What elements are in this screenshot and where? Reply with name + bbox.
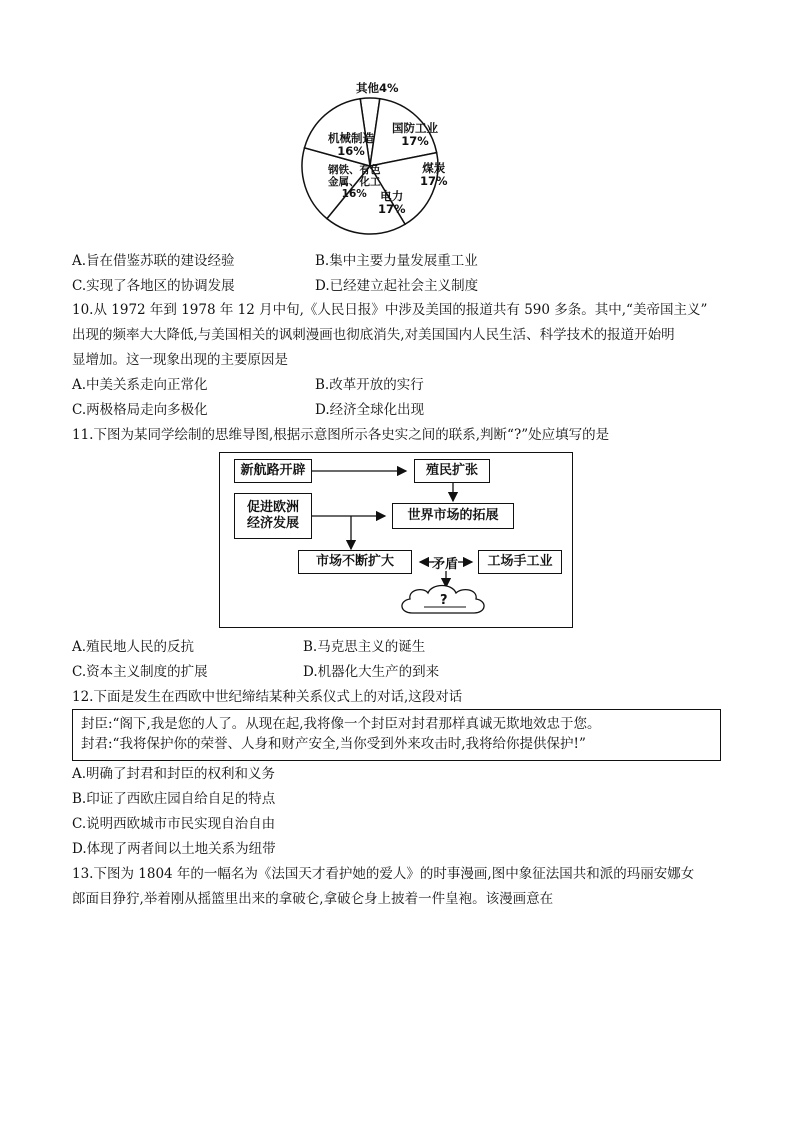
q11-option-c[interactable]: C.资本主义制度的扩展 <box>72 664 208 680</box>
pie-label-power-name: 电力 <box>380 189 404 203</box>
box-new-route: 新航路开辟 <box>234 459 312 483</box>
q10-option-a[interactable]: A.中美关系走向正常化 <box>72 377 208 393</box>
pie-label-defense <box>392 122 438 148</box>
box-world-market: 世界市场的拓展 <box>392 503 514 529</box>
q12-dialog-vassal: 封臣:“阁下,我是您的人了。从现在起,我将像一个封臣对封君那样真诚无欺地效忠于您。 <box>81 716 601 732</box>
pie-label-coal <box>420 162 448 188</box>
box-colonial: 殖民扩张 <box>414 459 490 483</box>
box-europe-line1: 促进欧洲 <box>246 500 299 515</box>
q12-dialog-box <box>72 709 721 761</box>
q12-option-c[interactable]: C.说明西欧城市市民实现自治自由 <box>72 816 276 832</box>
q9-option-a[interactable]: A.旨在借鉴苏联的建设经验 <box>72 253 235 269</box>
mind-map <box>219 452 573 628</box>
pie-label-steel-line2: 金属、化工 <box>328 176 381 188</box>
q10-stem-line2: 出现的频率大大降低,与美国相关的讽刺漫画也彻底消失,对美国国内人民生活、科学技术的报道开始明 <box>72 327 675 343</box>
q10-stem-line3: 显增加。这一现象出现的主要原因是 <box>72 352 288 368</box>
q11-stem: 11.下图为某同学绘制的思维导图,根据示意图所示各史实之间的联系,判断“?”处应填写的是 <box>72 427 610 443</box>
q12-stem: 12.下面是发生在西欧中世纪缔结某种关系仪式上的对话,这段对话 <box>72 689 463 705</box>
q13-stem-line1: 13.下图为 1804 年的一幅名为《法国天才看护她的爱人》的时事漫画,图中象征法国共和派的玛丽安娜女 <box>72 866 695 882</box>
pie-label-defense-pct: 17% <box>401 134 429 148</box>
q12-option-b[interactable]: B.印证了西欧庄园自给自足的特点 <box>72 791 276 807</box>
pie-label-machinery <box>328 132 374 158</box>
q13-stem-line2: 郎面目狰狞,举着刚从摇篮里出来的拿破仑,拿破仑身上披着一件皇袍。该漫画意在 <box>72 891 554 907</box>
label-contradiction: 矛盾 <box>432 557 459 572</box>
pie-label-other: 其他4% <box>356 81 399 95</box>
label-question-mark: ? <box>440 593 448 608</box>
q10-stem-line1: 10.从 1972 年到 1978 年 12 月中旬,《人民日报》中涉及美国的报道共有 590 多条。其中,“美帝国主义” <box>72 302 708 318</box>
q9-option-d[interactable]: D.已经建立起社会主义制度 <box>315 278 479 294</box>
q11-option-a[interactable]: A.殖民地人民的反抗 <box>72 639 195 655</box>
q12-dialog-lord: 封君:“我将保护你的荣誉、人身和财产安全,当你受到外来攻击时,我将给你提供保护!” <box>81 736 586 752</box>
q9-option-b[interactable]: B.集中主要力量发展重工业 <box>315 253 478 269</box>
box-europe-line2: 经济发展 <box>246 516 299 531</box>
q10-option-d[interactable]: D.经济全球化出现 <box>315 402 425 418</box>
pie-label-coal-name: 煤炭 <box>422 161 446 175</box>
q10-option-c[interactable]: C.两极格局走向多极化 <box>72 402 208 418</box>
pie-label-power-pct: 17% <box>378 202 406 216</box>
pie-label-coal-pct: 17% <box>420 174 448 188</box>
q10-option-b[interactable]: B.改革开放的实行 <box>315 377 424 393</box>
box-europe <box>234 493 312 539</box>
q12-option-d[interactable]: D.体现了两者间以土地关系为纽带 <box>72 841 276 857</box>
box-workshop: 工场手工业 <box>478 550 562 574</box>
pie-label-defense-name: 国防工业 <box>392 121 438 135</box>
pie-label-steel <box>328 164 381 200</box>
q11-option-d[interactable]: D.机器化大生产的到来 <box>303 664 440 680</box>
pie-label-machinery-pct: 16% <box>337 144 365 158</box>
q12-option-a[interactable]: A.明确了封君和封臣的权利和义务 <box>72 766 276 782</box>
pie-label-power <box>378 190 406 216</box>
pie-label-steel-pct: 16% <box>341 188 367 200</box>
q9-option-c[interactable]: C.实现了各地区的协调发展 <box>72 278 235 294</box>
pie-label-machinery-name: 机械制造 <box>328 131 374 145</box>
pie-label-steel-line1: 钢铁、有色 <box>328 164 381 176</box>
q11-option-b[interactable]: B.马克思主义的诞生 <box>303 639 426 655</box>
pie-chart <box>300 78 470 238</box>
box-market-expand: 市场不断扩大 <box>298 550 412 574</box>
